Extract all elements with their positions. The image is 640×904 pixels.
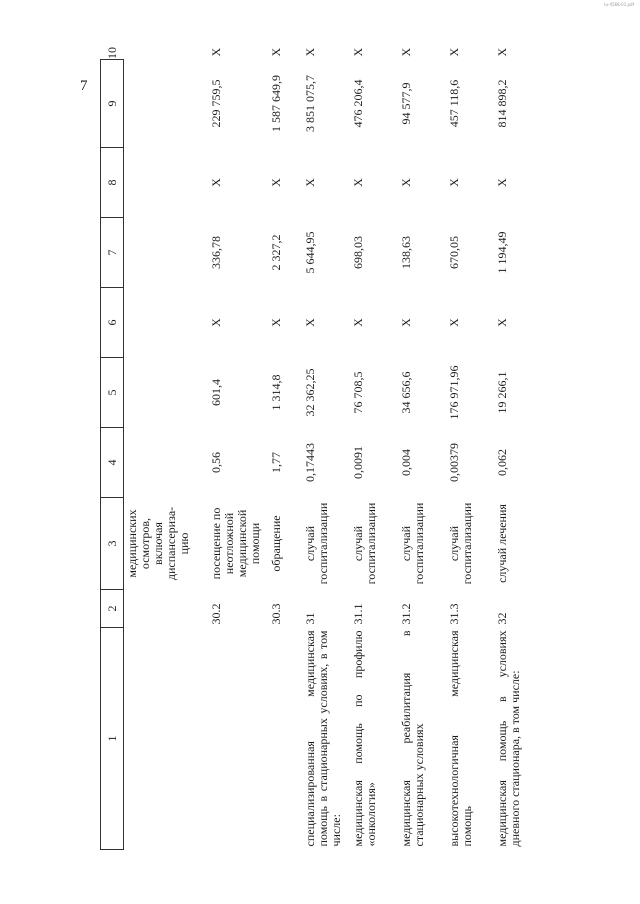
cell: X [399, 318, 413, 327]
cell: X [209, 318, 223, 327]
header-row: 1 2 3 4 5 6 7 8 9 10 [101, 60, 124, 850]
row-unit: случай госпитализации [447, 502, 474, 585]
header-cell: 7 [101, 218, 124, 288]
header-cell: 6 [101, 288, 124, 358]
row-unit: случай госпитализации [351, 502, 378, 585]
cell: X [269, 318, 283, 327]
cell: X [303, 178, 317, 187]
row-number: 32 [495, 612, 509, 625]
row-number: 31.2 [399, 603, 413, 625]
cell: X [447, 178, 461, 187]
header-cell: 5 [101, 358, 124, 428]
cell [124, 148, 209, 218]
medical-care-table [100, 47, 542, 850]
cell: X [495, 318, 509, 327]
cell: 0,17443 [303, 443, 317, 482]
cell [124, 428, 209, 498]
cell: 336,78 [209, 236, 223, 269]
cell: X [495, 178, 509, 187]
row-unit: обращение [269, 515, 283, 572]
header-cell: 2 [101, 590, 124, 628]
row-name [268, 628, 302, 850]
header-cell: 4 [101, 428, 124, 498]
row-unit: случай лечения [495, 504, 509, 583]
cell: 1,77 [269, 452, 283, 473]
row-name: медицинская помощь в условиях дневного стационара, в том числе: [495, 630, 522, 847]
cell: X [351, 178, 365, 187]
cell: 2 327,2 [269, 234, 283, 271]
row-name [124, 628, 209, 850]
cell: X [269, 178, 283, 187]
cell: 32 362,25 [303, 368, 317, 417]
cell: 19 266,1 [495, 371, 509, 414]
row-name [208, 628, 268, 850]
row-number: 31.1 [351, 603, 365, 625]
table-row: специализированная медицинская помощь в стационарных условиях, в том числе: 31 случай госпитализации 0,17443 32 362,25 X 5 644,95 X 3 851 075,7 X [302, 60, 350, 850]
cell: 476 206,4 [351, 79, 365, 128]
row-number: 30.2 [209, 603, 223, 625]
cell: 814 898,2 [495, 79, 509, 128]
cell: 3 851 075,7 [303, 75, 317, 132]
table-row: медицинская помощь в условиях дневного стационара, в том числе: 32 случай лечения 0,062 19 266,1 X 1 194,49 X 814 898,2 X [494, 60, 542, 850]
row-unit: медицинских осмотров, включая диспансериза-цию [125, 506, 191, 581]
cell: 176 971,96 [447, 365, 461, 420]
row-unit: посещение по неотложной медицинской помощи [209, 507, 262, 580]
cell [124, 288, 209, 358]
cell: 698,03 [351, 236, 365, 269]
cell: X [351, 318, 365, 327]
row-number [124, 590, 209, 628]
document-id-mark: ru-4568-01.pdf [603, 2, 634, 7]
row-name: медицинская помощь по профилю «онкология» [351, 630, 378, 847]
cell: 94 577,9 [399, 82, 413, 125]
row-number: 31.3 [447, 603, 461, 625]
cell [124, 60, 209, 148]
header-cell: 1 [101, 628, 124, 850]
table-row: 30.3 обращение 1,77 1 314,8 X 2 327,2 X 1 587 649,9 X [268, 60, 302, 850]
table-row: 30.2 посещение по неотложной медицинской помощи 0,56 601,4 X 336,78 X 229 759,5 X [208, 60, 268, 850]
cell: 229 759,5 [209, 79, 223, 128]
cell: 0,00379 [447, 443, 461, 482]
cell: 34 656,6 [399, 371, 413, 414]
table-row: высокотехнологичная медицинская помощь 31.3 случай госпитализации 0,00379 176 971,96 X 670,05 X 457 118,6 X [446, 60, 494, 850]
table-row: медицинская реабилитация в стационарных условиях 31.2 случай госпитализации 0,004 34 656,6 X 138,63 X 94 577,9 X [398, 60, 446, 850]
row-name: высокотехнологичная медицинская помощь [447, 630, 474, 847]
page-number: 7 [80, 78, 88, 94]
cell: 670,05 [447, 236, 461, 269]
cell: 1 587 649,9 [269, 75, 283, 132]
row-unit: случай госпитализации [399, 502, 426, 585]
row-number: 30.3 [269, 603, 283, 625]
table-row [124, 60, 209, 850]
row-name: специализированная медицинская помощь в стационарных условиях, в том числе: [303, 630, 343, 847]
header-cell: 8 [101, 148, 124, 218]
cell: 0,56 [209, 452, 223, 473]
cell: 1 314,8 [269, 374, 283, 411]
header-cell: 3 [101, 498, 124, 590]
cell: 5 644,95 [303, 231, 317, 274]
row-number: 31 [303, 612, 317, 625]
rotated-table-wrapper [100, 47, 540, 850]
cell: X [209, 178, 223, 187]
table-row: медицинская помощь по профилю «онкология» 31.1 случай госпитализации 0,0091 76 708,5 X 698,03 X 476 206,4 X [350, 60, 398, 850]
cell: X [447, 318, 461, 327]
row-name: медицинская реабилитация в стационарных условиях [399, 630, 426, 847]
header-cell: 9 [101, 60, 124, 148]
cell: X [399, 178, 413, 187]
cell [124, 218, 209, 288]
cell: 0,062 [495, 449, 509, 476]
row-unit: случай госпитализации [303, 502, 330, 585]
cell: 138,63 [399, 236, 413, 269]
cell [124, 358, 209, 428]
cell: 0,004 [399, 449, 413, 476]
cell: 457 118,6 [447, 79, 461, 128]
cell: 0,0091 [351, 446, 365, 479]
cell: 601,4 [209, 379, 223, 406]
cell: 76 708,5 [351, 371, 365, 414]
cell: X [303, 318, 317, 327]
cell: 1 194,49 [495, 231, 509, 274]
